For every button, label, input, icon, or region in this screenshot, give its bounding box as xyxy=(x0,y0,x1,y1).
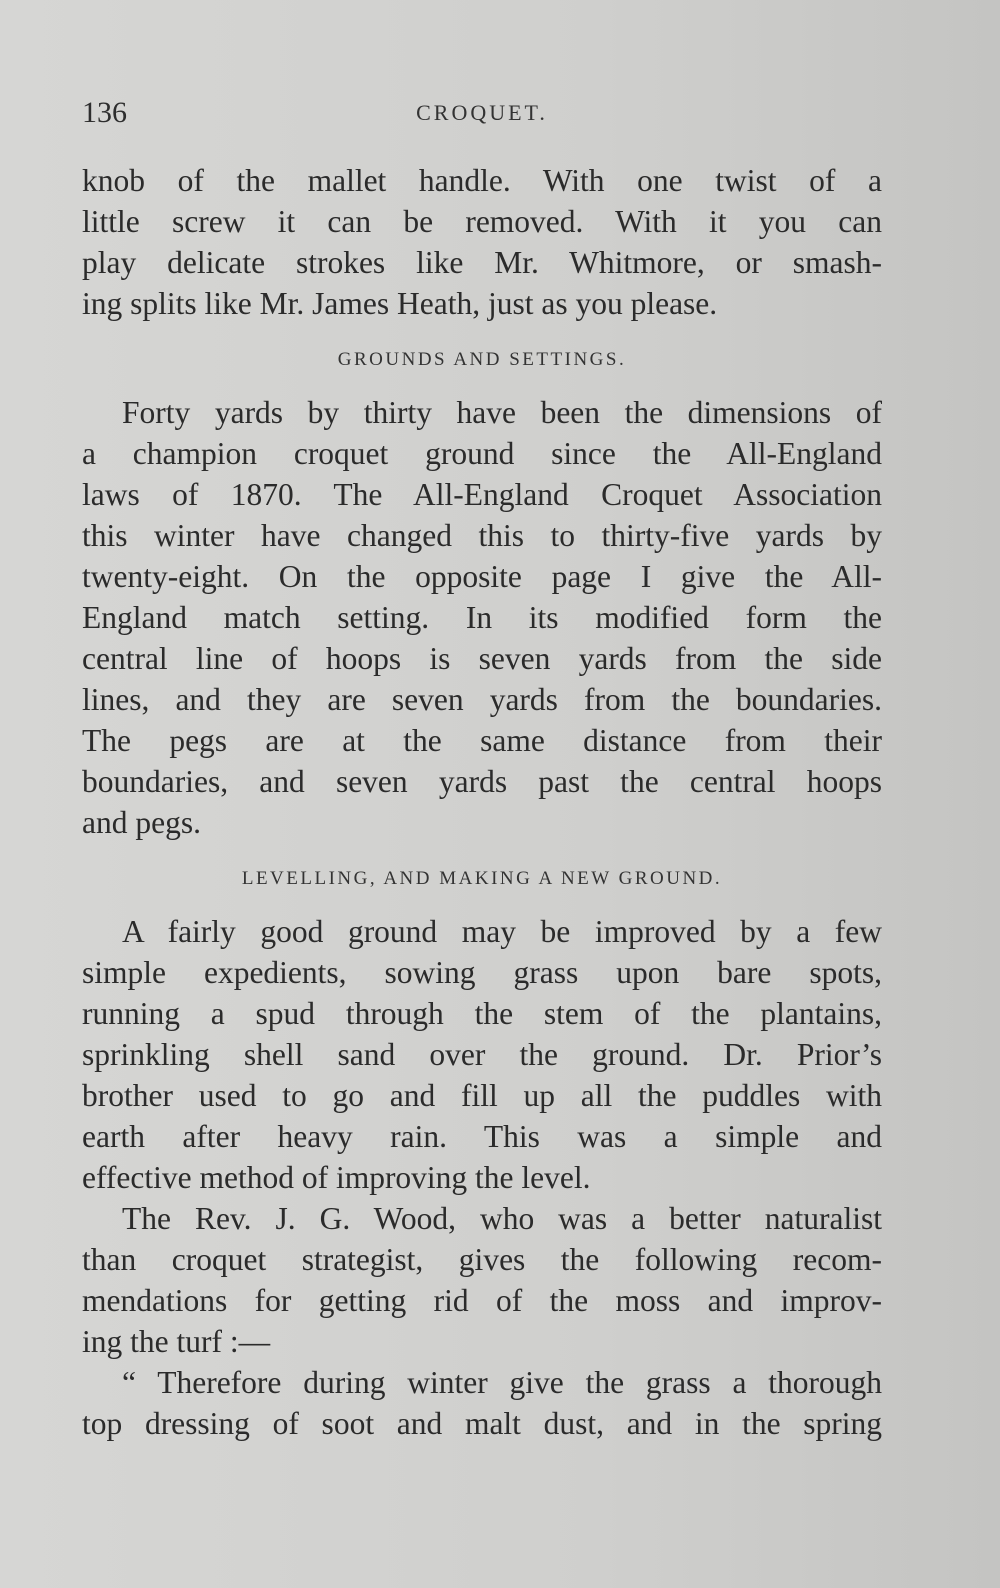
text-line: A fairly good ground may be improved by a few xyxy=(122,914,882,949)
text-line: earth after heavy rain. This was a simple and xyxy=(82,1119,882,1154)
levelling-paragraph-3 xyxy=(82,1362,882,1444)
body-text xyxy=(82,160,882,1444)
text-line: knob of the mallet handle. With one twist of a xyxy=(82,163,882,198)
text-line: lines, and they are seven yards from the boundaries. xyxy=(82,682,882,717)
text-line: central line of hoops is seven yards from the side xyxy=(82,641,882,676)
text-line: “ Therefore during winter give the grass a thorough xyxy=(122,1365,882,1400)
levelling-paragraph-2 xyxy=(82,1198,882,1362)
text-line: simple expedients, sowing grass upon bare spots, xyxy=(82,955,882,990)
text-line: twenty-eight. On the opposite page I give the All- xyxy=(82,559,882,594)
page-number: 136 xyxy=(82,96,127,129)
text-line: The Rev. J. G. Wood, who was a better naturalist xyxy=(122,1201,882,1236)
section-heading-grounds: GROUNDS AND SETTINGS. xyxy=(337,349,627,370)
text-line: little screw it can be removed. With it you can xyxy=(82,204,882,239)
text-line: boundaries, and seven yards past the central hoops xyxy=(82,764,882,799)
text-line: laws of 1870. The All-England Croquet Association xyxy=(82,477,882,512)
text-line: Forty yards by thirty have been the dimensions of xyxy=(122,395,882,430)
text-line: and pegs. xyxy=(82,805,201,840)
text-line: this winter have changed this to thirty-five yards by xyxy=(82,518,882,553)
section-heading-levelling: LEVELLING, AND MAKING A NEW GROUND. xyxy=(241,868,723,889)
text-line: running a spud through the stem of the plantains, xyxy=(82,996,882,1031)
running-head xyxy=(82,96,882,136)
text-line: a champion croquet ground since the All-England xyxy=(82,436,882,471)
text-line: sprinkling shell sand over the ground. Dr. Prior’s xyxy=(82,1037,882,1072)
text-line: effective method of improving the level. xyxy=(82,1160,591,1195)
text-line: top dressing of soot and malt dust, and in the spring xyxy=(82,1406,882,1441)
text-line: ing splits like Mr. James Heath, just as you please. xyxy=(82,286,718,321)
opening-paragraph xyxy=(82,160,882,324)
text-line: ing the turf :— xyxy=(82,1324,271,1359)
levelling-paragraph-1 xyxy=(82,911,882,1198)
running-title: CROQUET. xyxy=(416,100,548,125)
grounds-paragraph xyxy=(82,392,882,843)
text-line: mendations for getting rid of the moss and improv- xyxy=(82,1283,882,1318)
text-line: play delicate strokes like Mr. Whitmore, or smash- xyxy=(82,245,882,280)
text-line: England match setting. In its modified form the xyxy=(82,600,882,635)
text-line: The pegs are at the same distance from their xyxy=(82,723,882,758)
text-line: brother used to go and fill up all the puddles with xyxy=(82,1078,882,1113)
text-line: than croquet strategist, gives the following recom- xyxy=(82,1242,882,1277)
